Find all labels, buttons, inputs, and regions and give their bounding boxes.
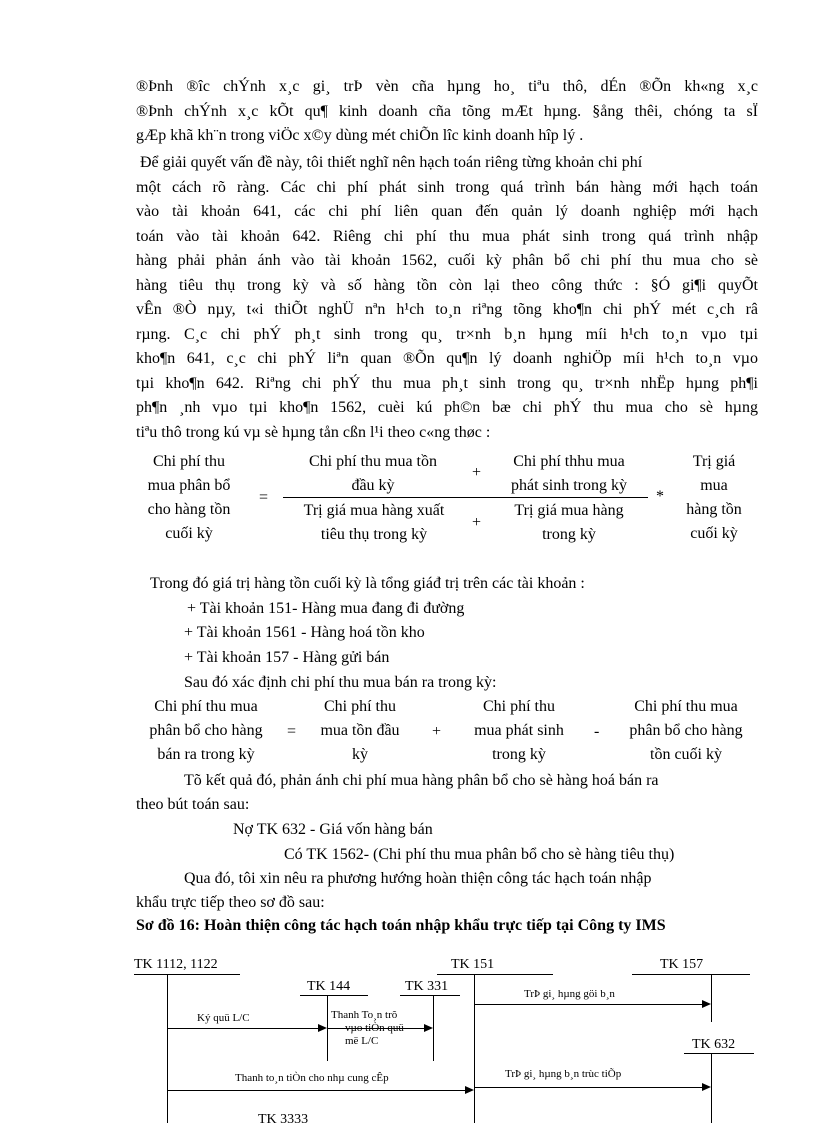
t-account-line (134, 974, 240, 975)
plus-sign: + (472, 514, 482, 531)
account-label: TK 1112, 1122 (134, 957, 218, 972)
formula-text: Trị giá (692, 453, 736, 470)
arrow-label: TrÞ gi¸ hµng göi b¸n (524, 988, 615, 1000)
formula-text: hàng tồn (686, 501, 742, 518)
account-stem (433, 995, 434, 1061)
formula-text: cho hàng tồn (147, 501, 231, 518)
fraction-bar (283, 497, 648, 498)
account-stem (167, 974, 168, 1123)
diagram-title: Sơ đồ 16: Hoàn thiện công tác hạch toán nhập khẩu trực tiếp tại Công ty IMS (136, 917, 666, 934)
formula2-col-3 (460, 695, 578, 767)
t-account-line (437, 974, 553, 975)
flow-arrow (474, 1004, 703, 1005)
arrow-head (702, 1000, 711, 1008)
formula2-col-4 (612, 695, 760, 767)
flow-arrow (167, 1028, 319, 1029)
arrow-label-line: vµo tiÒn quü (345, 1022, 404, 1034)
denominator-left (284, 499, 464, 547)
arrow-head (424, 1024, 433, 1032)
text-line: một cách rõ ràng. Các chi phí phát sinh trong quá trình bán hàng mới hạch toán (136, 178, 758, 196)
inventory-intro: Trong đó giá trị hàng tồn cuối kỳ là tổng giáđ trị trên các tài khoản : (150, 575, 585, 592)
text-line: tµi kho¶n 642. Riªng chi phÝ thu mua ph¸t sinh trong qu¸ tr×nh nhËp hµng ph¶i (136, 374, 758, 392)
text-line: hàng tiêu thụ trong kỳ và số hàng tồn còn lại theo công thức : §Ó gi¶i quyÕt (136, 276, 758, 294)
text-line: vÊn ®Ò nµy, t«i thiÕt nghÜ nªn h¹ch to¸n riªng tõng kho¶n chi phÝ mét c¸ch râ (136, 301, 758, 318)
formula-text: Chi phí thu mua (154, 698, 258, 715)
formula-text: trong kỳ (492, 746, 546, 763)
arrow-head (465, 1086, 474, 1094)
arrow-label-line: më L/C (345, 1035, 379, 1047)
formula-text: trong kỳ (542, 526, 596, 543)
plus-sign: + (432, 723, 442, 740)
then-text: Sau đó xác định chi phí thu mua bán ra trong kỳ: (184, 674, 497, 691)
plus-sign: + (472, 464, 482, 481)
t-account-line (632, 974, 750, 975)
t-account-line (300, 995, 368, 996)
formula-rhs (674, 450, 754, 546)
formula-text: phân bổ cho hàng (629, 722, 743, 739)
text-line: gÆp khã kh¨n trong viÖc x©y dùng mét chiÕn lîc kinh doanh hîp lý . (136, 127, 584, 144)
arrow-head (318, 1024, 327, 1032)
text-line: Để giải quyết vấn đề này, tôi thiết nghĩ nên hạch toán riêng từng khoản chi phí (140, 154, 643, 171)
formula-lhs (134, 450, 244, 546)
account-stem (711, 974, 712, 1022)
text-line: rµng. C¸c chi phÝ ph¸t sinh trong qu¸ tr×nh b¸n hµng míi h¹ch to¸n vµo tµi (136, 325, 758, 343)
equals-sign: = (287, 723, 297, 740)
formula2-col-2 (306, 695, 414, 767)
account-item: + Tài khoản 151- Hàng mua đang đi đường (187, 600, 465, 617)
paragraph-1 (136, 75, 758, 149)
text-line: ®Þnh ®îc chÝnh x¸c gi¸ trÞ vèn cña hµng ho¸ tiªu thô, dÉn ®Õn kh«ng x¸c (136, 78, 758, 95)
credit-entry: Có TK 1562- (Chi phí thu mua phân bổ cho sè hàng tiêu thụ) (284, 846, 675, 863)
formula-text: tiêu thụ trong kỳ (320, 526, 428, 543)
formula-text: Trị giá mua hàng (514, 502, 624, 519)
flow-arrow (167, 1090, 466, 1091)
paragraph-2 (136, 151, 758, 445)
formula-text: Trị giá mua hàng xuất (303, 502, 445, 519)
text-line: tiªu thô trong kú vµ sè hµng tån cßn l¹i theo c«ng thøc : (136, 423, 491, 441)
numerator-left (286, 450, 460, 498)
arrow-label: TrÞ gi¸ hµng b¸n trùc tiÕp (505, 1068, 622, 1080)
formula-text: Chi phí thu mua (634, 698, 738, 715)
equals-sign: = (259, 489, 269, 506)
account-item: + Tài khoản 1561 - Hàng hoá tồn kho (184, 624, 425, 641)
text-line: hàng phải phản ánh vào tài khoản 1562, cuối kỳ phân bổ chi phí thu mua cho sè (136, 252, 758, 269)
times-sign: * (656, 488, 664, 505)
formula-text: mua phân bổ (147, 477, 231, 494)
arrow-label (331, 1009, 404, 1048)
entry-intro-cont: theo bút toán sau: (136, 796, 250, 813)
arrow-head (702, 1083, 711, 1091)
formula-text: mua tồn đầu (320, 722, 400, 739)
formula-text: Chi phí thu mua tồn (309, 453, 437, 470)
debit-entry: Nợ TK 632 - Giá vốn hàng bán (233, 821, 433, 838)
formula-text: Chi phí thu (152, 453, 225, 470)
formula-text: phân bổ cho hàng (149, 722, 263, 739)
formula-text: bán ra trong kỳ (157, 746, 255, 763)
arrow-label: Ký quü L/C (197, 1012, 250, 1024)
arrow-label: Thanh to¸n tiÒn cho nhµ cung cÊp (235, 1072, 389, 1084)
formula-text: phát sinh trong kỳ (511, 477, 627, 494)
formula2-col-1 (134, 695, 278, 767)
account-item: + Tài khoản 157 - Hàng gửi bán (184, 649, 390, 666)
closing-text: Qua đó, tôi xin nêu ra phương hướng hoàn thiện công tác hạch toán nhập (184, 870, 652, 887)
text-line: ph¶n ¸nh vµo tµi kho¶n 1562, cuèi kú ph©n bæ chi phÝ thu mua cho sè hµng (136, 399, 758, 416)
account-label: TK 151 (451, 957, 495, 972)
text-line: vào tài khoản 641, các chi phí liên quan đến quản lý doanh nghiệp mới hạch (136, 203, 758, 220)
entry-intro: Tõ kết quả đó, phản ánh chi phí mua hàng phân bổ cho sè hàng hoá bán ra (184, 772, 659, 789)
account-label: TK 144 (307, 979, 351, 994)
formula-text: Chi phí thhu mua (513, 453, 625, 470)
account-stem (474, 974, 475, 1123)
minus-sign: - (594, 723, 600, 740)
formula-text: tồn cuối kỳ (650, 746, 722, 763)
formula-text: cuối kỳ (165, 525, 213, 542)
formula-text: Chi phí thu (482, 698, 555, 715)
account-label: TK 3333 (258, 1112, 309, 1127)
account-label: TK 157 (660, 957, 704, 972)
formula-text: mua (700, 477, 728, 494)
formula-text: mua phát sinh (474, 722, 564, 739)
arrow-label-line: Thanh To¸n trõ (331, 1009, 398, 1021)
formula-text: cuối kỳ (690, 525, 738, 542)
denominator-right (493, 499, 645, 547)
formula-text: đầu kỳ (351, 477, 395, 494)
text-line: ®Þnh chÝnh x¸c kÕt qu¶ kinh doanh cña tõng mÆt hµng. §ång thêi, chóng ta sÏ (136, 102, 758, 120)
t-account-line (684, 1053, 754, 1054)
account-stem (711, 1053, 712, 1123)
closing-text-cont: khẩu trực tiếp theo sơ đồ sau: (136, 894, 325, 911)
formula-text: Chi phí thu (323, 698, 396, 715)
text-line: kho¶n 641, c¸c chi phÝ liªn quan ®Õn qu¶n lý doanh nghiÖp míi h¹ch to¸n vµo (136, 350, 758, 367)
account-label: TK 632 (692, 1037, 736, 1052)
flow-arrow (474, 1087, 703, 1088)
numerator-right (493, 450, 645, 498)
text-line: toán vào tài khoản 642. Riêng chi phí thu mua phát sinh trong quá trình nhập (136, 227, 758, 245)
account-label: TK 331 (405, 979, 449, 994)
t-account-line (400, 995, 460, 996)
formula-text: kỳ (352, 746, 368, 763)
